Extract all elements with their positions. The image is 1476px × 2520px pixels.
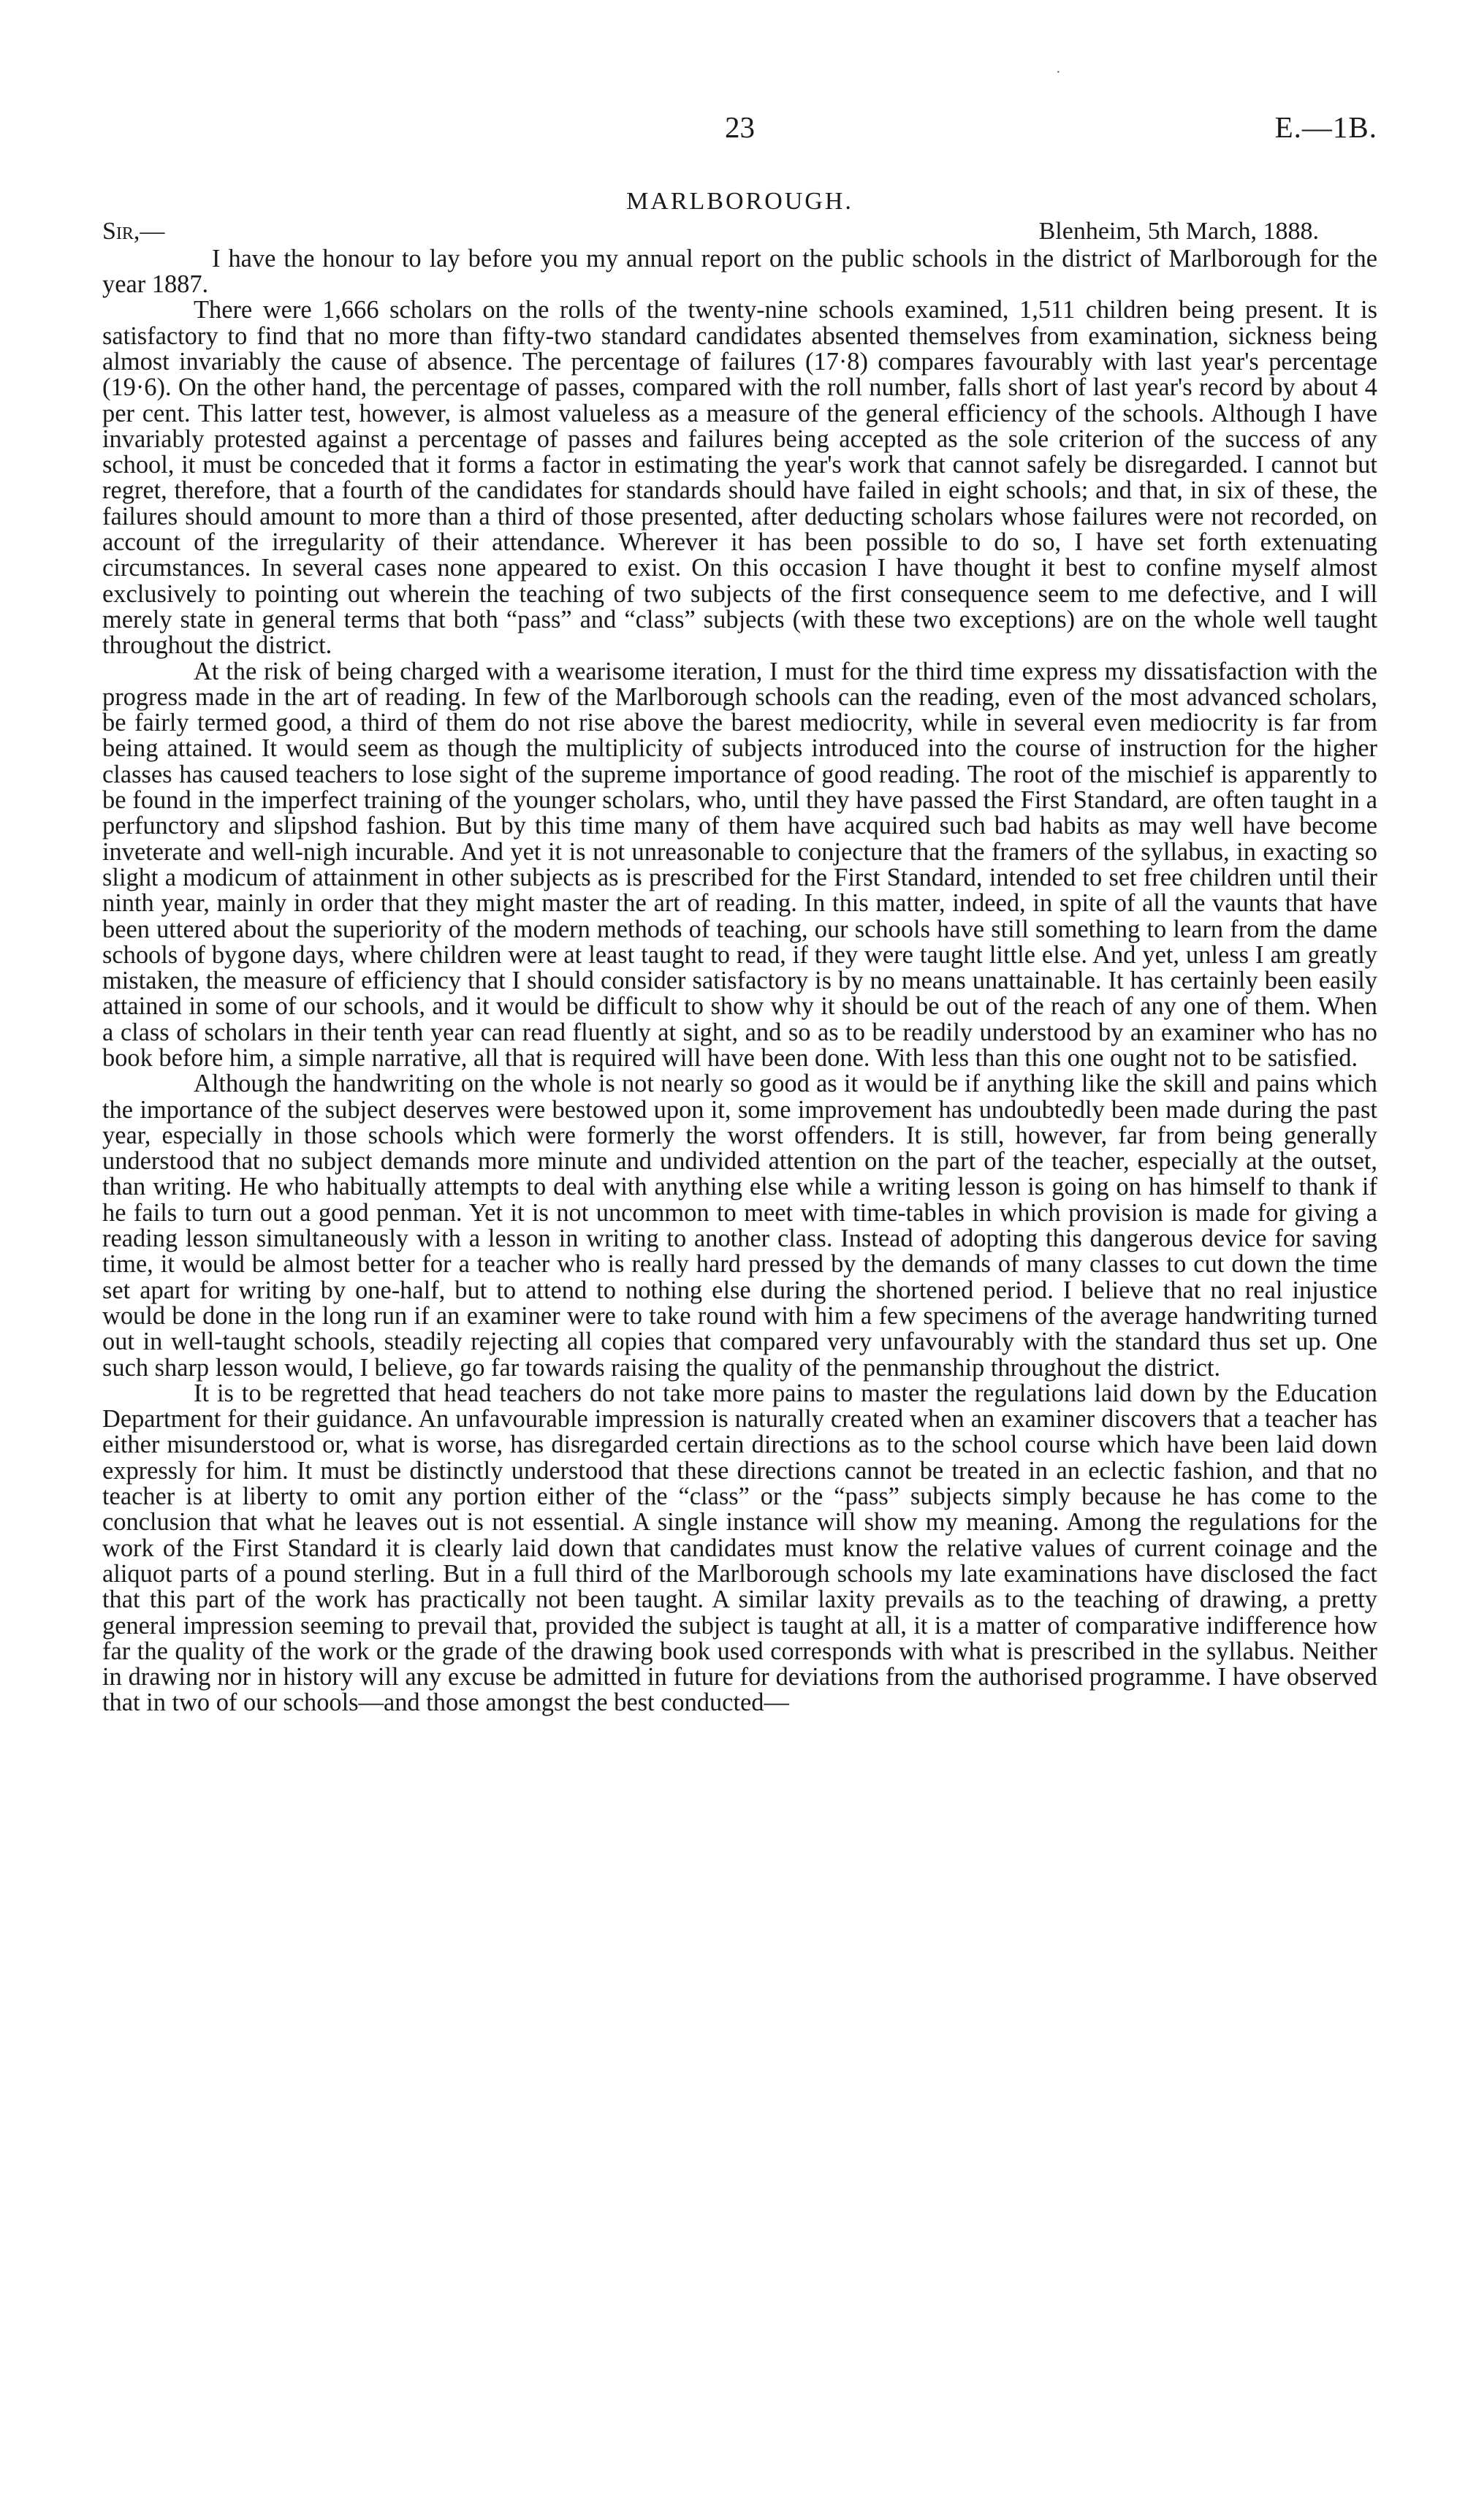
salutation: Sir,— <box>102 217 165 245</box>
paragraph-handwriting: Although the handwriting on the whole is not nearly so good as it would be if anything like the skill and pains which the importance of the subject deserves were bestowed upon it, some improvement has undoubtedly been made during the past year, especially in those schools which were formerly the worst offenders. It is still, however, far from being generally understood that no subject demands more minute and undivided attention on the part of the teacher, especially at the outset, than writing. He who habitually attempts to deal with anything else while a writing lesson is going on has himself to thank if he fails to turn out a good penman. Yet it is not uncommon to meet with time-tables in which provision is made for giving a reading lesson simultaneously with a lesson in writing to another class. Instead of adopting this dangerous device for saving time, it would be almost better for a teacher who is really hard pressed by the demands of many classes to cut down the time set apart for writing by one-half, but to attend to nothing else during the shortened period. I believe that no real injustice would be done in the long run if an examiner were to take round with him a few specimens of the average handwriting turned out in well-taught schools, steadily rejecting all copies that compared very unfavourably with the standard thus set up. One such sharp lesson would, I believe, go far towards raising the quality of the penmanship throughout the district. <box>102 1070 1377 1382</box>
dateline: Blenheim, 5th March, 1888. <box>1038 217 1319 245</box>
paragraph-regulations: It is to be regretted that head teachers do not take more pains to master the regulations laid down by the Education Department for their guidance. An unfavourable impression is naturally created when an examiner discovers that a teacher has either misunderstood or, what is worse, has disregarded certain directions as to the school course which have been laid down expressly for him. It must be distinctly understood that these directions cannot be treated in an eclectic fashion, and that no teacher is at liberty to omit any portion either of the “class” or the “pass” subjects simply because he has come to the conclusion that what he leaves out is not essential. A single instance will show my meaning. Among the regulations for the work of the First Standard it is clearly laid down that candidates must know the relative values of current coinage and the aliquot parts of a pound sterling. But in a full third of the Marlborough schools my late examinations have disclosed the fact that this part of the work has practically not been taught. A similar laxity prevails as to the teaching of drawing, a pretty general impression seeming to prevail that, provided the subject is taught at all, it is a matter of comparative indifference how far the quality of the work or the grade of the drawing book used corresponds with what is prescribed in the syllabus. Neither in drawing nor in history will any excuse be admitted in future for deviations from the authorised programme. I have observed that in two of our schools—and those amongst the best conducted— <box>102 1379 1377 1717</box>
salutation-row <box>102 217 1377 246</box>
district-title: MARLBOROUGH. <box>626 188 853 215</box>
page-number: 23 <box>725 110 755 144</box>
running-header <box>102 110 1377 162</box>
paragraph-reading: At the risk of being charged with a wearisome iteration, I must for the third time express my dissatisfaction with the progress made in the art of reading. In few of the Marlborough schools can the reading, even of the most advanced scholars, be fairly termed good, a third of them do not rise above the barest mediocrity, while in several even mediocrity is far from being attained. It would seem as though the multiplicity of subjects introduced into the course of instruction for the higher classes has caused teachers to lose sight of the supreme importance of good reading. The root of the mischief is apparently to be found in the imperfect training of the younger scholars, who, until they have passed the First Standard, are often taught in a perfunctory and slipshod fashion. But by this time many of them have acquired such bad habits as may well have become inveterate and well-nigh incurable. And yet it is not unreasonable to conjecture that the framers of the syllabus, in exacting so slight a modicum of attainment in other subjects as is prescribed for the First Standard, intended to set free children until their ninth year, mainly in order that they might master the art of reading. In this matter, indeed, in spite of all the vaunts that have been uttered about the superiority of the modern methods of teaching, our schools have still something to learn from the dame schools of bygone days, where children were at least taught to read, if they were taught little else. And yet, unless I am greatly mistaken, the measure of efficiency that I should consider satisfactory is by no means unattainable. It has certainly been easily attained in some of our schools, and it would be difficult to show why it should be out of the reach of any one of them. When a class of scholars in their tenth year can read fluently at sight, and so as to be readily understood by an examiner who has no book before him, a simple narrative, all that is required will have been done. With less than this one ought not to be satisfied. <box>102 657 1377 1072</box>
paragraph-introduction: I have the honour to lay before you my annual report on the public schools in the district of Marlborough for the year 1887. <box>102 244 1377 299</box>
report-body <box>102 246 1377 1716</box>
stray-mark: · <box>1056 64 1061 80</box>
page-content <box>102 110 1377 1716</box>
paragraph-statistics: There were 1,666 scholars on the rolls of the twenty-nine schools examined, 1,511 children being present. It is satisfactory to find that no more than fifty-two standard candidates absented themselves from examination, sickness being almost invariably the cause of absence. The percentage of failures (17·8) compares favourably with last year's percentage (19·6). On the other hand, the percentage of passes, compared with the roll number, falls short of last year's record by about 4 per cent. This latter test, however, is almost valueless as a measure of the general efficiency of the schools. Although I have invariably protested against a percentage of passes and failures being accepted as the sole criterion of the success of any school, it must be conceded that it forms a factor in estimating the year's work that cannot safely be disregarded. I cannot but regret, therefore, that a fourth of the candidates for standards should have failed in eight schools; and that, in six of these, the failures should amount to more than a third of those presented, after deducting scholars whose failures were not recorded, on account of the irregularity of their attendance. Wherever it has been possible to do so, I have set forth extenuating circumstances. In several cases none appeared to exist. On this occasion I have thought it best to confine myself almost exclusively to pointing out wherein the teaching of two subjects of the first consequence seem to me defective, and I will merely state in general terms that both “pass” and “class” subjects (with these two exceptions) are on the whole well taught throughout the district. <box>102 296 1377 660</box>
page-reference: E.—1B. <box>1274 110 1377 144</box>
